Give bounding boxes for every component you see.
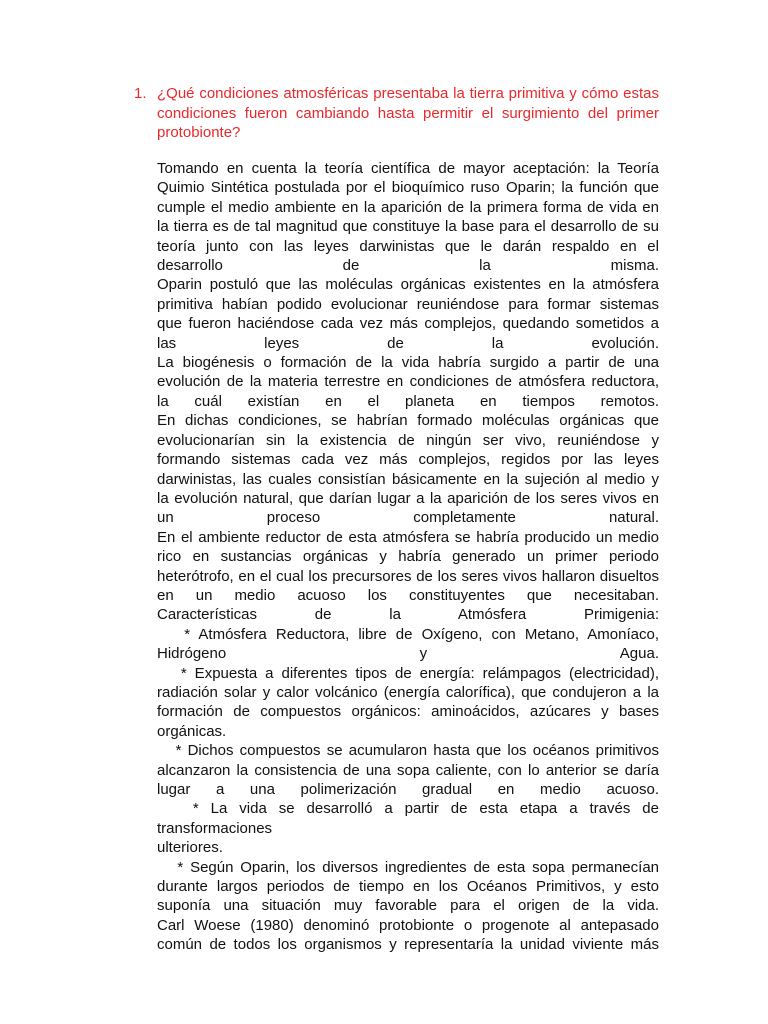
- body-line: darwinistas, las cuales consistían básicamente en la sujeción al medio y: [157, 470, 659, 488]
- body-line: primitiva habían podido evolucionar reuniéndose para formar sistemas: [157, 295, 659, 313]
- question-heading: [135, 84, 659, 143]
- body-line: evolucionarían sin la existencia de ningún ser vivo, reuniéndose y: [157, 431, 659, 449]
- body-line: La biogénesis o formación de la vida habría surgido a partir de una: [157, 354, 659, 372]
- body-line: lugar a una polimerización gradual en medio acuoso.: [157, 781, 659, 798]
- body-line: la evolución natural, que darían lugar a la aparición de los seres vivos en: [157, 489, 659, 507]
- body-line: * Dichos compuestos se acumularon hasta que los océanos primitivos: [157, 742, 659, 760]
- body-line: la tierra es de tal magnitud que constituye la base para el desarrollo de su: [157, 218, 659, 236]
- body-line: heterótrofo, en el cual los precursores de los seres vivos hallaron disueltos: [157, 567, 659, 585]
- body-line: En el ambiente reductor de esta atmósfera se habría producido un medio: [157, 528, 659, 546]
- body-line: la cuál existían en el planeta en tiempos remotos.: [157, 392, 659, 410]
- body-line: formando sistemas cada vez más complejos, regidos por las leyes: [157, 451, 659, 469]
- answer-body: [157, 159, 659, 955]
- body-line: Tomando en cuenta la teoría científica de mayor aceptación: la Teoría: [157, 160, 659, 177]
- body-line: Carl Woese (1980) denominó protobionte o progenote al antepasado: [157, 916, 659, 934]
- body-line: suponía una situación muy favorable para el origen de la vida.: [157, 897, 659, 915]
- body-line: en un medio acuoso los constituyentes que necesitaban.: [157, 586, 659, 604]
- body-line: durante largos periodos de tiempo en los Océanos Primitivos, y esto: [157, 878, 659, 896]
- body-line: * Atmósfera Reductora, libre de Oxígeno, con Metano, Amoníaco,: [157, 625, 659, 643]
- body-line: Quimio Sintética postulada por el bioquímico ruso Oparin; la función que: [157, 179, 659, 197]
- body-line: * Según Oparin, los diversos ingredientes de esta sopa permanecían: [157, 858, 659, 876]
- body-line: desarrollo de la misma.: [157, 257, 659, 275]
- body-line: Hidrógeno y Agua.: [157, 645, 659, 663]
- body-line: que fueron haciéndose cada vez más complejos, quedando sometidos a: [157, 315, 659, 333]
- question-number: 1.: [134, 85, 147, 102]
- body-line: Oparin postuló que las moléculas orgánicas existentes en la atmósfera: [157, 276, 659, 294]
- body-line: ulteriores.: [157, 839, 223, 857]
- body-line: radiación solar y calor volcánico (energía calorífica), que condujeron a la: [157, 683, 659, 701]
- body-line: * La vida se desarrolló a partir de esta etapa a través de transformaciones: [157, 800, 659, 837]
- body-line: En dichas condiciones, se habrían formado moléculas orgánicas que: [157, 412, 659, 430]
- body-line: cumple el medio ambiente en la aparición de la primera forma de vida en: [157, 198, 659, 216]
- body-line: alcanzaron la consistencia de una sopa caliente, con lo anterior se daría: [157, 761, 659, 779]
- body-line: las leyes de la evolución.: [157, 334, 659, 352]
- body-line: orgánicas.: [157, 722, 227, 740]
- body-line: común de todos los organismos y representaría la unidad viviente más: [157, 936, 659, 954]
- body-line: * Expuesta a diferentes tipos de energía: relámpagos (electricidad),: [157, 664, 659, 682]
- question-text: ¿Qué condiciones atmosféricas presentaba la tierra primitiva y cómo estas condiciones fueron cambiando hasta permitir el surgimiento del primer protobionte?: [157, 85, 659, 141]
- body-line: formación de compuestos orgánicos: aminoácidos, azúcares y bases: [157, 703, 659, 721]
- body-line: evolución de la materia terrestre en condiciones de atmósfera reductora,: [157, 373, 659, 391]
- body-line: Características de la Atmósfera Primigenia:: [157, 606, 659, 624]
- body-line: un proceso completamente natural.: [157, 509, 659, 527]
- body-line: rico en sustancias orgánicas y habría generado un primer periodo: [157, 548, 659, 566]
- body-line: teoría junto con las leyes darwinistas que le darán respaldo en el: [157, 237, 659, 255]
